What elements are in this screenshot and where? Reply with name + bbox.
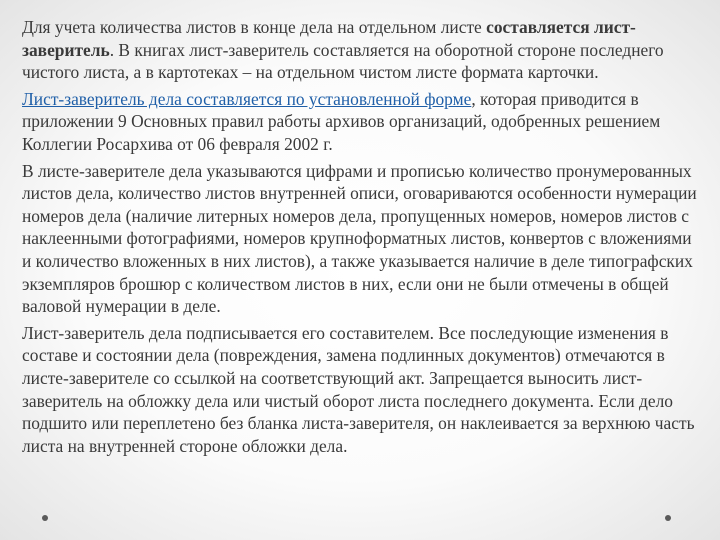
paragraph-3: В листе-заверителе дела указываются цифрами и прописью количество пронумерованных листов дела, количество листов внутренней описи, оговариваются особенности нумерации номеров дела (наличие литерных номеров дела, пропущенных номеров, номеров листов с наклеенными фотографиями, номеров крупноформатных листов, конвертов с вложениями и количество вложенных в них листов), а также указывается наличие в деле типографских экземпляров брошюр с количеством листов в них, если они не были отмечены в общей валовой нумерации в деле. xyxy=(22,160,697,317)
form-link[interactable]: Лист-заверитель дела составляется по установленной форме xyxy=(22,88,472,109)
paragraph-1-text-b: . В книгах лист-заверитель составляется на оборотной стороне последнего чистого листа, а в картотеках – на отдельном чистом листе формата карточки. xyxy=(22,39,664,83)
decorative-dot-right xyxy=(665,515,671,521)
paragraph-2-text: , которая приводится в приложении 9 Основных правил работы архивов организаций, одобренных решением Коллегии Росархива от 06 февраля 2002 г. xyxy=(22,88,661,154)
paragraph-1 xyxy=(22,16,698,84)
slide-body xyxy=(22,16,698,461)
paragraph-2 xyxy=(22,88,698,156)
paragraph-1-bold-term: составляется лист-заверитель xyxy=(22,17,636,60)
paragraph-1-text-a: Для учета количества листов в конце дела на отдельном листе xyxy=(22,17,487,37)
decorative-dot-left xyxy=(42,515,48,521)
paragraph-4: Лист-заверитель дела подписывается его составителем. Все последующие изменения в составе и состоянии дела (повреждения, замена подлинных документов) отмечаются в листе-заверителе со ссылкой на соответствующий акт. Запрещается выносить лист-заверитель на обложку дела или чистый оборот листа последнего документа. Если дело подшито или переплетено без бланка листа-заверителя, он наклеивается за верхнюю часть листа на внутренней стороне обложки дела. xyxy=(22,322,695,456)
